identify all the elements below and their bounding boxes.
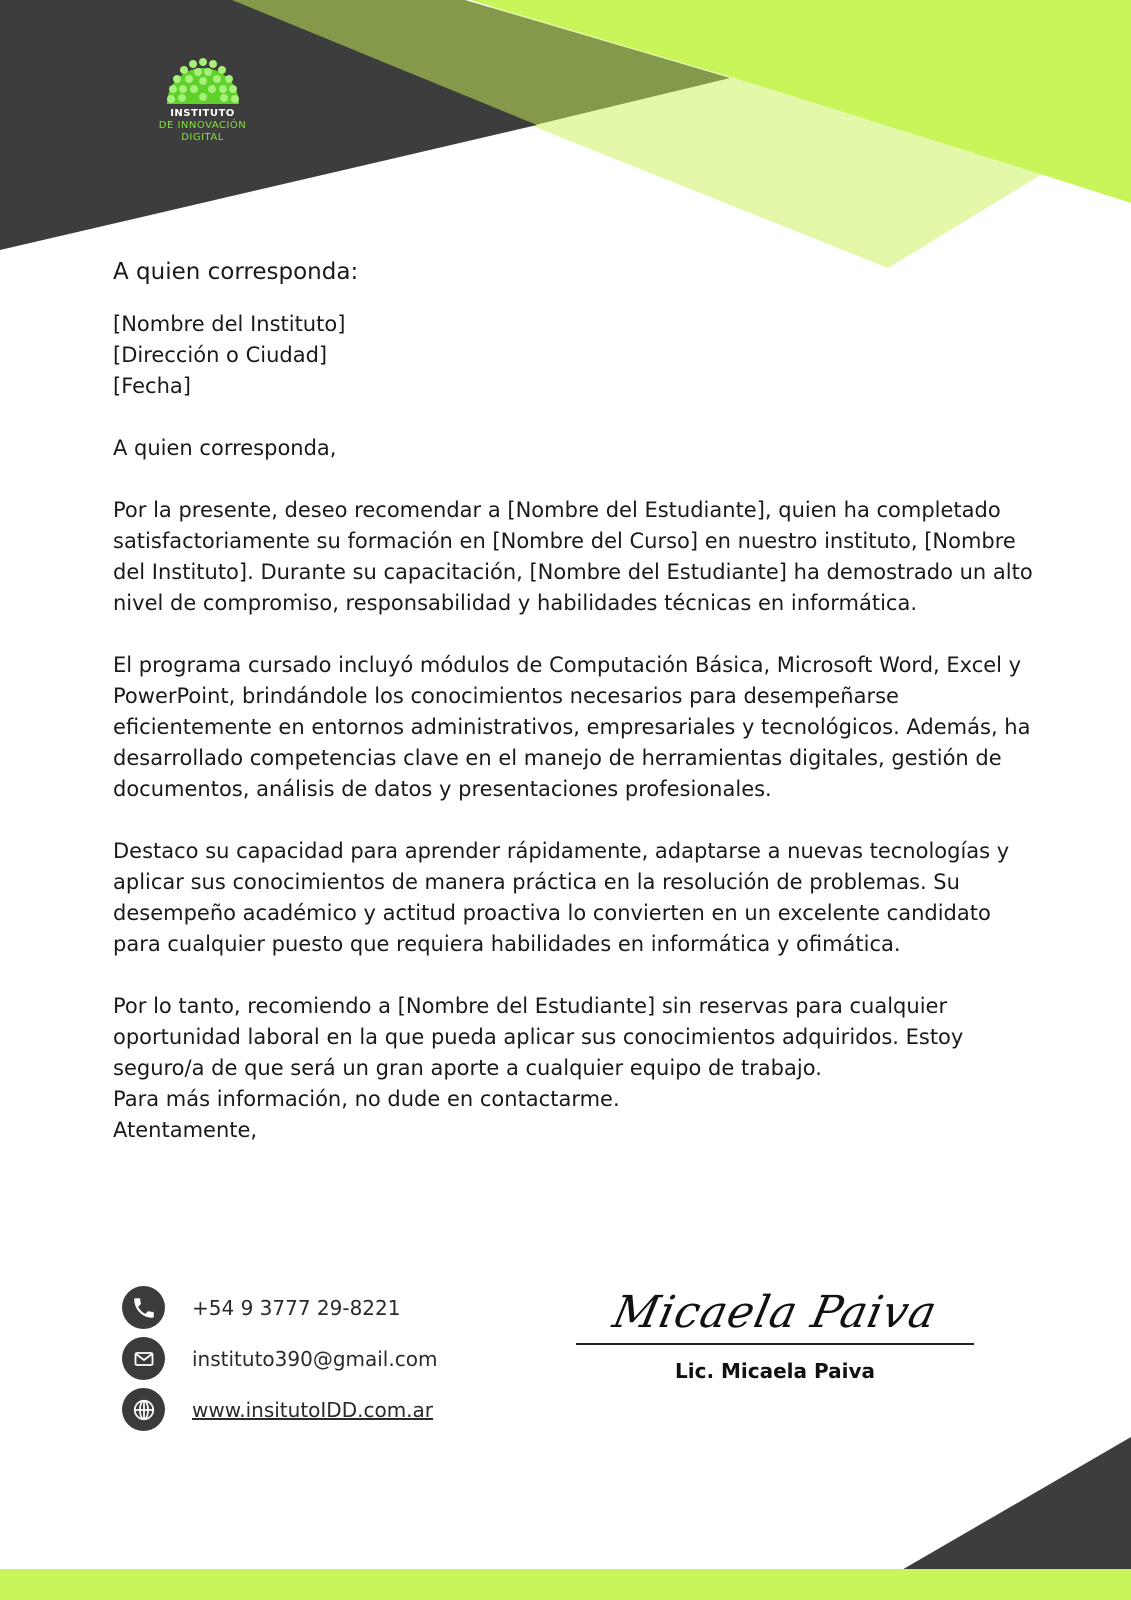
paragraph-program: El programa cursado incluyó módulos de Computación Básica, Microsoft Word, Excel y PowerPoint, brindándole los conocimientos necesarios para desempeñarse eficientemente en entornos administrativos, empresariales y tecnológicos. Además, ha desarrollado competencias clave en el manejo de herramientas digitales, gestión de documentos, análisis de datos y presentaciones profesionales.	[113, 653, 1031, 801]
contact-phone	[122, 1286, 437, 1329]
paragraph-conclusion: Por lo tanto, recomiendo a [Nombre del Estudiante] sin reservas para cualquier oportunidad laboral en la que pueda aplicar sus conocimientos adquiridos. Estoy seguro/a de que será un gran aporte a cualquier equipo de trabajo.	[113, 994, 964, 1080]
closing: Atentamente,	[113, 1118, 258, 1142]
paragraph-abilities: Destaco su capacidad para aprender rápidamente, adaptarse a nuevas tecnologías y aplicar sus conocimientos de manera práctica en la resolución de problemas. Su desempeño académico y actitud proactiva lo convierten en un excelente candidato para cualquier puesto que requiera habilidades en informática y ofimática.	[113, 839, 1010, 956]
handwritten-signature: Micaela Paiva	[608, 1287, 942, 1338]
logo-text-line-3: DIGITAL	[181, 132, 224, 143]
letter-body	[113, 253, 1033, 1146]
globe-dome-icon	[163, 52, 243, 108]
signature-block	[576, 1283, 974, 1383]
institute-logo	[150, 52, 255, 144]
phone-icon	[122, 1286, 165, 1329]
contact-list	[122, 1286, 437, 1439]
paragraph-recommendation: Por la presente, deseo recomendar a [Nombre del Estudiante], quien ha completado satisfactoriamente su formación en [Nombre del Curso] en nuestro instituto, [Nombre del Instituto]. Durante su capacitación, [Nombre del Estudiante] ha demostrado un alto nivel de compromiso, responsabilidad y habilidades técnicas en informática.	[113, 498, 1033, 615]
signature-line	[576, 1343, 974, 1345]
green-footer-bar	[0, 1569, 1131, 1600]
contact-note: Para más información, no dude en contactarme.	[113, 1087, 620, 1111]
contact-website	[122, 1388, 437, 1431]
mail-icon	[122, 1337, 165, 1380]
address-institute: [Nombre del Instituto]	[113, 312, 346, 336]
signer-name: Lic. Micaela Paiva	[674, 1359, 875, 1383]
website-link[interactable]: www.insitutoIDD.com.ar	[192, 1397, 434, 1422]
logo-text-line-2: DE INNOVACIÓN	[158, 120, 247, 131]
globe-icon	[122, 1388, 165, 1431]
greeting-heading: A quien corresponda:	[113, 259, 359, 285]
contact-email	[122, 1337, 437, 1380]
logo-text-line-1: INSTITUTO	[170, 108, 235, 119]
address-date: [Fecha]	[113, 374, 191, 398]
address-block	[113, 309, 1033, 402]
email-address[interactable]: instituto390@gmail.com	[192, 1346, 438, 1371]
salutation: A quien corresponda,	[113, 436, 337, 460]
address-city: [Dirección o Ciudad]	[113, 343, 328, 367]
phone-number: +54 9 3777 29-8221	[192, 1295, 401, 1320]
